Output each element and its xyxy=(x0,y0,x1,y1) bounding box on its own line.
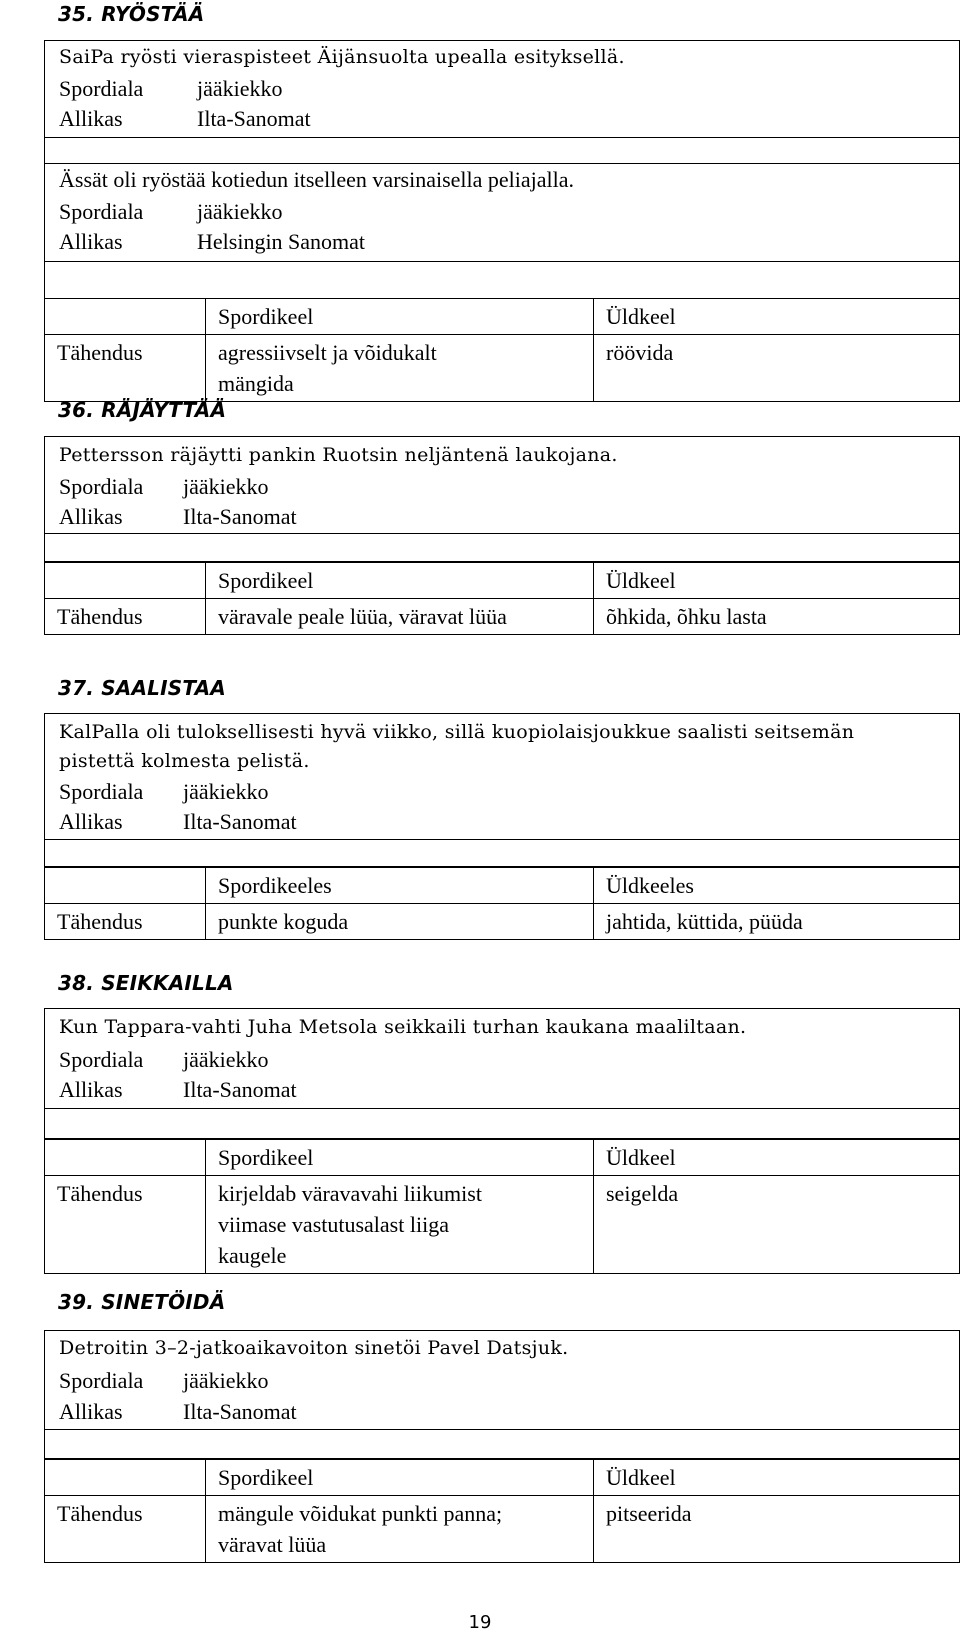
spordiala-label: Spordiala xyxy=(59,199,144,224)
page-number: 19 xyxy=(468,1612,492,1633)
section-heading-37: 37. SAALISTAA xyxy=(58,676,226,700)
tahendus-label: Tähendus xyxy=(45,1176,206,1274)
allikas-label: Allikas xyxy=(59,504,123,529)
meaning-table-38 xyxy=(44,1139,960,1274)
examples-box-39 xyxy=(44,1330,960,1459)
spacer-row xyxy=(44,1109,960,1139)
sport-meaning-line: mängida xyxy=(218,371,294,396)
general-meaning: röövida xyxy=(594,335,960,402)
spordiala-value: jääkiekko xyxy=(183,474,269,499)
spordiala-label: Spordiala xyxy=(59,779,144,804)
sport-meaning-line: kirjeldab väravavahi liikumist xyxy=(218,1181,482,1206)
tahendus-label: Tähendus xyxy=(45,1496,206,1563)
examples-box-37 xyxy=(44,713,960,867)
tahendus-label: Tähendus xyxy=(45,904,206,940)
spordiala-value: jääkiekko xyxy=(183,1368,269,1393)
example-row xyxy=(44,1330,960,1430)
allikas-value: Ilta-Sanomat xyxy=(197,106,311,131)
header-uldkeel: Üldkeel xyxy=(594,1460,960,1496)
sport-meaning-line: viimase vastutusalast liiga xyxy=(218,1212,449,1237)
spordiala-value: jääkiekko xyxy=(183,1047,269,1072)
spordiala-label: Spordiala xyxy=(59,1368,144,1393)
spacer-row xyxy=(44,138,960,164)
example-row xyxy=(44,436,960,534)
header-spordikeeles: Spordikeeles xyxy=(206,868,594,904)
meaning-table-37 xyxy=(44,867,960,940)
header-spordikeel: Spordikeel xyxy=(206,299,594,335)
spordiala-value: jääkiekko xyxy=(197,199,283,224)
example-sentence-line: KalPalla oli tuloksellisesti hyvä viikko, sillä kuopiolaisjoukkue saalisti seitsemän xyxy=(59,721,855,743)
meaning-table-35 xyxy=(44,298,960,402)
examples-box-35 xyxy=(44,40,960,299)
sport-meaning-line: väravat lüüa xyxy=(218,1532,327,1557)
spordiala-label: Spordiala xyxy=(59,1047,144,1072)
header-empty-cell xyxy=(45,563,206,599)
example-row xyxy=(44,1008,960,1109)
sport-meaning-line: mängule võidukat punkti panna; xyxy=(218,1501,503,1526)
spordiala-label: Spordiala xyxy=(59,474,144,499)
header-empty-cell xyxy=(45,299,206,335)
header-spordikeel: Spordikeel xyxy=(206,563,594,599)
section-heading-36: 36. RÄJÄYTTÄÄ xyxy=(58,398,227,422)
spordiala-value: jääkiekko xyxy=(197,76,283,101)
spacer-row xyxy=(44,1430,960,1459)
sport-meaning xyxy=(206,1496,594,1563)
header-uldkeeles: Üldkeeles xyxy=(594,868,960,904)
header-uldkeel: Üldkeel xyxy=(594,1140,960,1176)
general-meaning: jahtida, küttida, püüda xyxy=(594,904,960,940)
section-heading-38: 38. SEIKKAILLA xyxy=(58,971,234,995)
example-sentence: Kun Tappara-vahti Juha Metsola seikkaili turhan kaukana maaliltaan. xyxy=(59,1016,747,1038)
header-empty-cell xyxy=(45,1140,206,1176)
sport-meaning: väravale peale lüüa, väravat lüüa xyxy=(206,599,594,635)
spordiala-value: jääkiekko xyxy=(183,779,269,804)
example-sentence: Ässät oli ryöstää kotiedun itselleen varsinaisella peliajalla. xyxy=(59,167,575,192)
spordiala-label: Spordiala xyxy=(59,76,144,101)
general-meaning: õhkida, õhku lasta xyxy=(594,599,960,635)
allikas-label: Allikas xyxy=(59,1399,123,1424)
example-sentence: Detroitin 3–2-jatkoaikavoiton sinetöi Pavel Datsjuk. xyxy=(59,1337,569,1359)
allikas-label: Allikas xyxy=(59,229,123,254)
example-sentence-line: pistettä kolmesta pelistä. xyxy=(59,750,310,772)
header-spordikeel: Spordikeel xyxy=(206,1140,594,1176)
example-row xyxy=(44,713,960,840)
spacer-row xyxy=(44,840,960,867)
header-empty-cell xyxy=(45,868,206,904)
allikas-value: Ilta-Sanomat xyxy=(183,809,297,834)
sport-meaning-line: agressiivselt ja võidukalt xyxy=(218,340,437,365)
header-spordikeel: Spordikeel xyxy=(206,1460,594,1496)
section-heading-39: 39. SINETÖIDÄ xyxy=(58,1290,226,1314)
section-heading-35: 35. RYÖSTÄÄ xyxy=(58,2,205,26)
allikas-value: Ilta-Sanomat xyxy=(183,1077,297,1102)
spacer-row xyxy=(44,534,960,562)
general-meaning: pitseerida xyxy=(594,1496,960,1563)
allikas-value: Helsingin Sanomat xyxy=(197,229,366,254)
sport-meaning: punkte koguda xyxy=(206,904,594,940)
sport-meaning xyxy=(206,1176,594,1274)
header-uldkeel: Üldkeel xyxy=(594,563,960,599)
header-empty-cell xyxy=(45,1460,206,1496)
header-uldkeel: Üldkeel xyxy=(594,299,960,335)
sport-meaning-line: kaugele xyxy=(218,1243,287,1268)
tahendus-label: Tähendus xyxy=(45,599,206,635)
meaning-table-39 xyxy=(44,1459,960,1563)
spacer-row xyxy=(44,262,960,299)
example-sentence: Pettersson räjäytti pankin Ruotsin neljäntenä laukojana. xyxy=(59,444,618,466)
sport-meaning xyxy=(206,335,594,402)
example-sentence: SaiPa ryösti vieraspisteet Äijänsuolta upealla esityksellä. xyxy=(59,46,625,68)
example-row xyxy=(44,164,960,262)
allikas-label: Allikas xyxy=(59,1077,123,1102)
examples-box-36 xyxy=(44,436,960,562)
examples-box-38 xyxy=(44,1008,960,1139)
general-meaning: seigelda xyxy=(594,1176,960,1274)
example-row xyxy=(44,40,960,138)
allikas-label: Allikas xyxy=(59,106,123,131)
meaning-table-36 xyxy=(44,562,960,635)
allikas-value: Ilta-Sanomat xyxy=(183,504,297,529)
allikas-value: Ilta-Sanomat xyxy=(183,1399,297,1424)
tahendus-label: Tähendus xyxy=(45,335,206,402)
allikas-label: Allikas xyxy=(59,809,123,834)
